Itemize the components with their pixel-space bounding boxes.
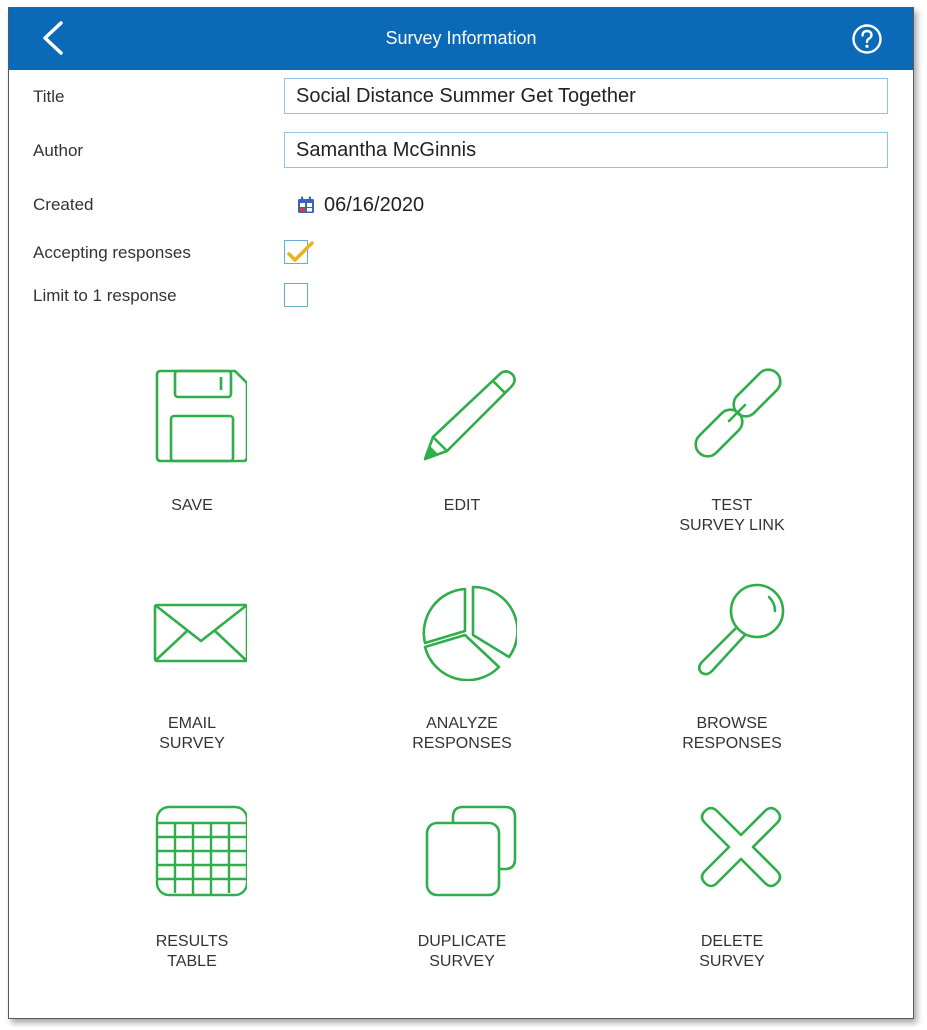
limit-response-label: Limit to 1 response: [33, 286, 177, 305]
edit-label: EDIT: [443, 497, 481, 514]
title-label: Title: [33, 87, 65, 106]
duplicate-survey-label: DUPLICATE SURVEY: [417, 933, 507, 970]
link-icon: [687, 363, 787, 463]
results-table-label: RESULTS TABLE: [155, 933, 229, 970]
calendar-icon: [296, 195, 316, 215]
edit-button[interactable]: [327, 363, 597, 581]
email-survey-button[interactable]: [57, 581, 327, 799]
delete-survey-button[interactable]: [597, 799, 867, 1017]
test-survey-link-button[interactable]: [597, 363, 867, 581]
header-bar: [9, 8, 913, 70]
email-survey-label: EMAIL SURVEY: [159, 715, 225, 752]
help-button[interactable]: [851, 23, 883, 55]
pie-chart-icon: [417, 581, 517, 681]
created-date-value: 06/16/2020: [324, 193, 425, 216]
action-grid: [57, 363, 865, 1017]
analyze-responses-button[interactable]: [327, 581, 597, 799]
checkmark-icon: [285, 237, 315, 267]
results-table-button[interactable]: [57, 799, 327, 1017]
x-icon: [687, 799, 787, 899]
save-label: SAVE: [171, 497, 213, 514]
browse-responses-label: BROWSE RESPONSES: [682, 715, 782, 752]
limit-response-checkbox[interactable]: [284, 283, 308, 307]
created-date: [296, 193, 424, 217]
delete-survey-label: DELETE SURVEY: [699, 933, 765, 970]
created-label: Created: [33, 195, 94, 214]
accepting-responses-label: Accepting responses: [33, 243, 191, 262]
duplicate-icon: [417, 799, 517, 899]
page-title: Survey Information: [385, 28, 537, 48]
accepting-responses-checkbox[interactable]: [284, 240, 308, 264]
save-button[interactable]: [57, 363, 327, 581]
browse-responses-button[interactable]: [597, 581, 867, 799]
survey-information-panel: [8, 7, 914, 1019]
analyze-responses-label: ANALYZE RESPONSES: [412, 715, 512, 752]
table-grid-icon: [147, 799, 247, 899]
magnifier-icon: [687, 581, 787, 681]
help-icon: [851, 23, 883, 55]
test-survey-link-label: TEST SURVEY LINK: [679, 497, 785, 534]
author-label: Author: [33, 141, 84, 160]
floppy-disk-icon: [147, 363, 247, 463]
title-input[interactable]: [284, 78, 888, 114]
duplicate-survey-button[interactable]: [327, 799, 597, 1017]
pencil-icon: [417, 363, 517, 463]
envelope-icon: [147, 581, 247, 681]
author-input[interactable]: [284, 132, 888, 168]
